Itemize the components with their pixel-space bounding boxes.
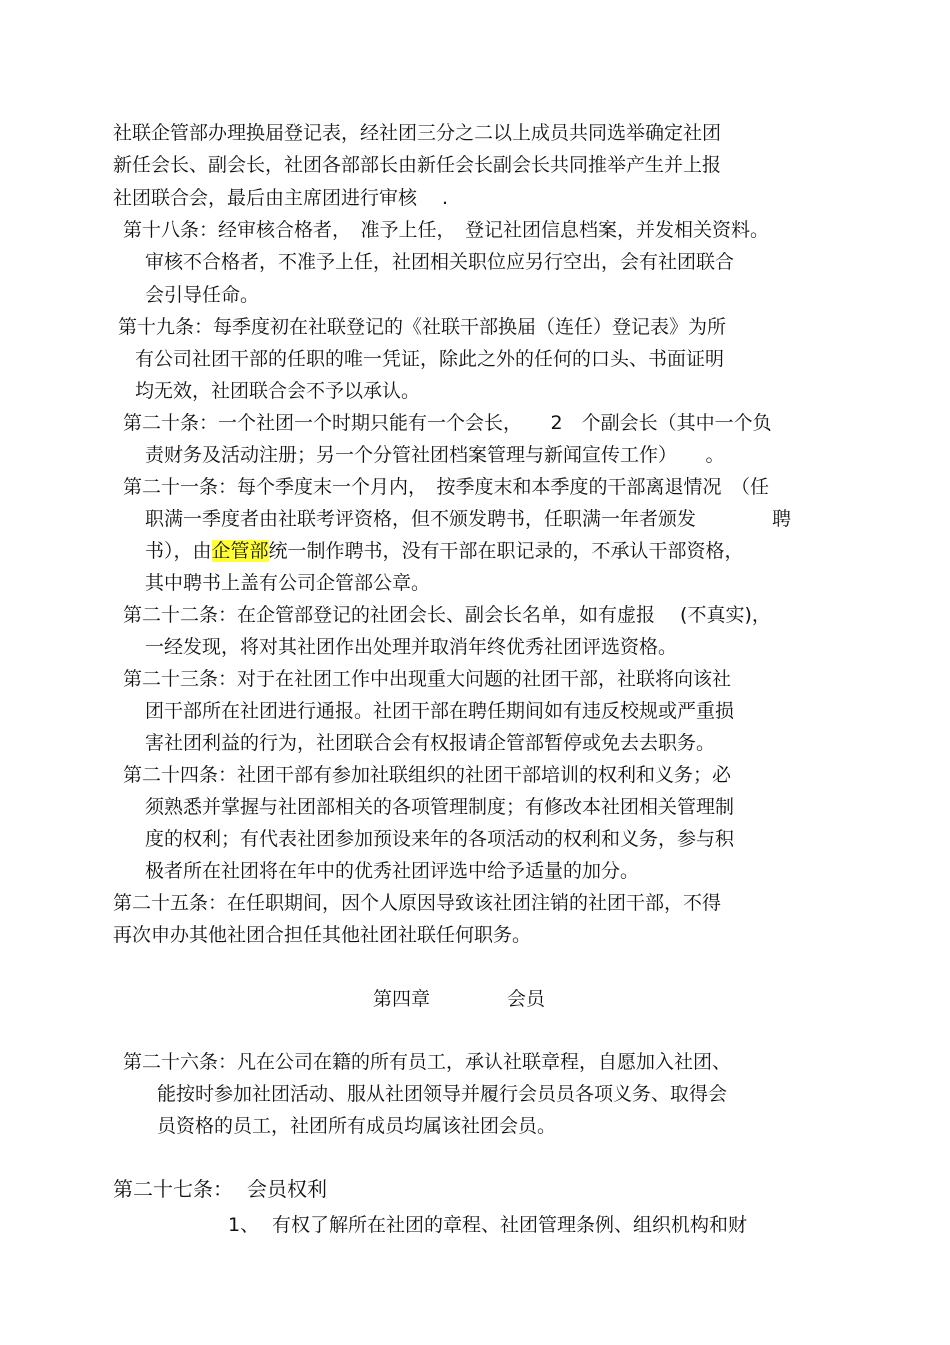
text-line: 能按时参加社团活动、服从社团领导并履行会员员各项义务、取得会 [157, 1083, 728, 1105]
text-line: 社联企管部办理换届登记表，经社团三分之二以上成员共同选举确定社团 [113, 122, 722, 144]
article-24-line: 第二十四条：社团干部有参加社联组织的社团干部培训的权利和义务；必 [123, 764, 732, 786]
article-18-line: 第十八条：经审核合格者， 准予上任， 登记社团信息档案，并发相关资料。 [123, 219, 770, 241]
text-line: 责财务及活动注册；另一个分管社团档案管理与新闻宣传工作） 。 [145, 444, 725, 466]
chapter-heading-number: 第四章 [373, 988, 431, 1010]
article-27-title: 会员权利 [247, 1177, 327, 1201]
text-line: 审核不合格者，不准予上任，社团相关职位应另行空出，会有社团联合 [145, 251, 735, 273]
text-line: 害社团利益的行为，社团联合会有权报请企管部暂停或免去去职务。 [145, 732, 716, 754]
text-line: 度的权利；有代表社团参加预设来年的各项活动的权利和义务，参与积 [145, 828, 735, 850]
article-27-label: 第二十七条： [113, 1177, 233, 1201]
text-line: 极者所在社团将在年中的优秀社团评选中给予适量的加分。 [145, 860, 640, 882]
chapter-heading-title: 会员 [507, 988, 546, 1010]
text-line: 职满一季度者由社联考评资格，但不颁发聘书，任职满一年者颁发 聘 [145, 508, 792, 530]
article-20-line: 第二十条：一个社团一个时期只能有一个会长， 2 个副会长（其中一个负 [123, 412, 772, 434]
highlighted-text: 企管部 [211, 540, 269, 562]
text-line: 均无效，社团联合会不予以承认。 [135, 380, 421, 402]
text-line: 新任会长、副会长，社团各部部长由新任会长副会长共同推举产生并上报 [113, 154, 722, 176]
list-item-text: 有权了解所在社团的章程、社团管理条例、组织机构和财 [272, 1214, 748, 1236]
text-line [145, 539, 744, 563]
text-segment: 书），由 [145, 540, 212, 562]
list-item-number: 1、 [228, 1214, 260, 1236]
article-19-line: 第十九条：每季度初在社联登记的《社联干部换届（连任）登记表》为所 [118, 316, 727, 338]
article-22-line: 第二十二条：在企管部登记的社团会长、副会长名单，如有虚报 (不真实)， [123, 604, 771, 626]
text-line: 会引导任命。 [145, 284, 260, 306]
article-23-line: 第二十三条：对于在社团工作中出现重大问题的社团干部，社联将向该社 [123, 668, 732, 690]
text-line: 其中聘书上盖有公司企管部公章。 [145, 572, 431, 594]
text-segment: 统一制作聘书，没有干部在职记录的，不承认干部资格， [268, 540, 744, 562]
article-26-line: 第二十六条：凡在公司在籍的所有员工，承认社联章程，自愿加入社团、 [123, 1051, 732, 1073]
text-line: 须熟悉并掌握与社团部相关的各项管理制度；有修改本社团相关管理制 [145, 796, 735, 818]
article-21-line: 第二十一条：每个季度末一个月内， 按季度末和本季度的干部离退情况 （任 [123, 476, 770, 498]
article-25-line: 第二十五条：在任职期间，因个人原因导致该社团注销的社团干部，不得 [113, 892, 722, 914]
text-line: 团干部所在社团进行通报。社团干部在聘任期间如有违反校规或严重损 [145, 700, 735, 722]
text-line: 员资格的员工，社团所有成员均属该社团会员。 [157, 1115, 557, 1137]
text-line: 社团联合会，最后由主席团进行审核 . [113, 187, 449, 209]
text-line: 一经发现，将对其社团作出处理并取消年终优秀社团评选资格。 [145, 636, 678, 658]
text-line: 有公司社团干部的任职的唯一凭证，除此之外的任何的口头、书面证明 [135, 348, 725, 370]
text-line: 再次申办其他社团合担任其他社团社联任何职务。 [113, 924, 532, 946]
